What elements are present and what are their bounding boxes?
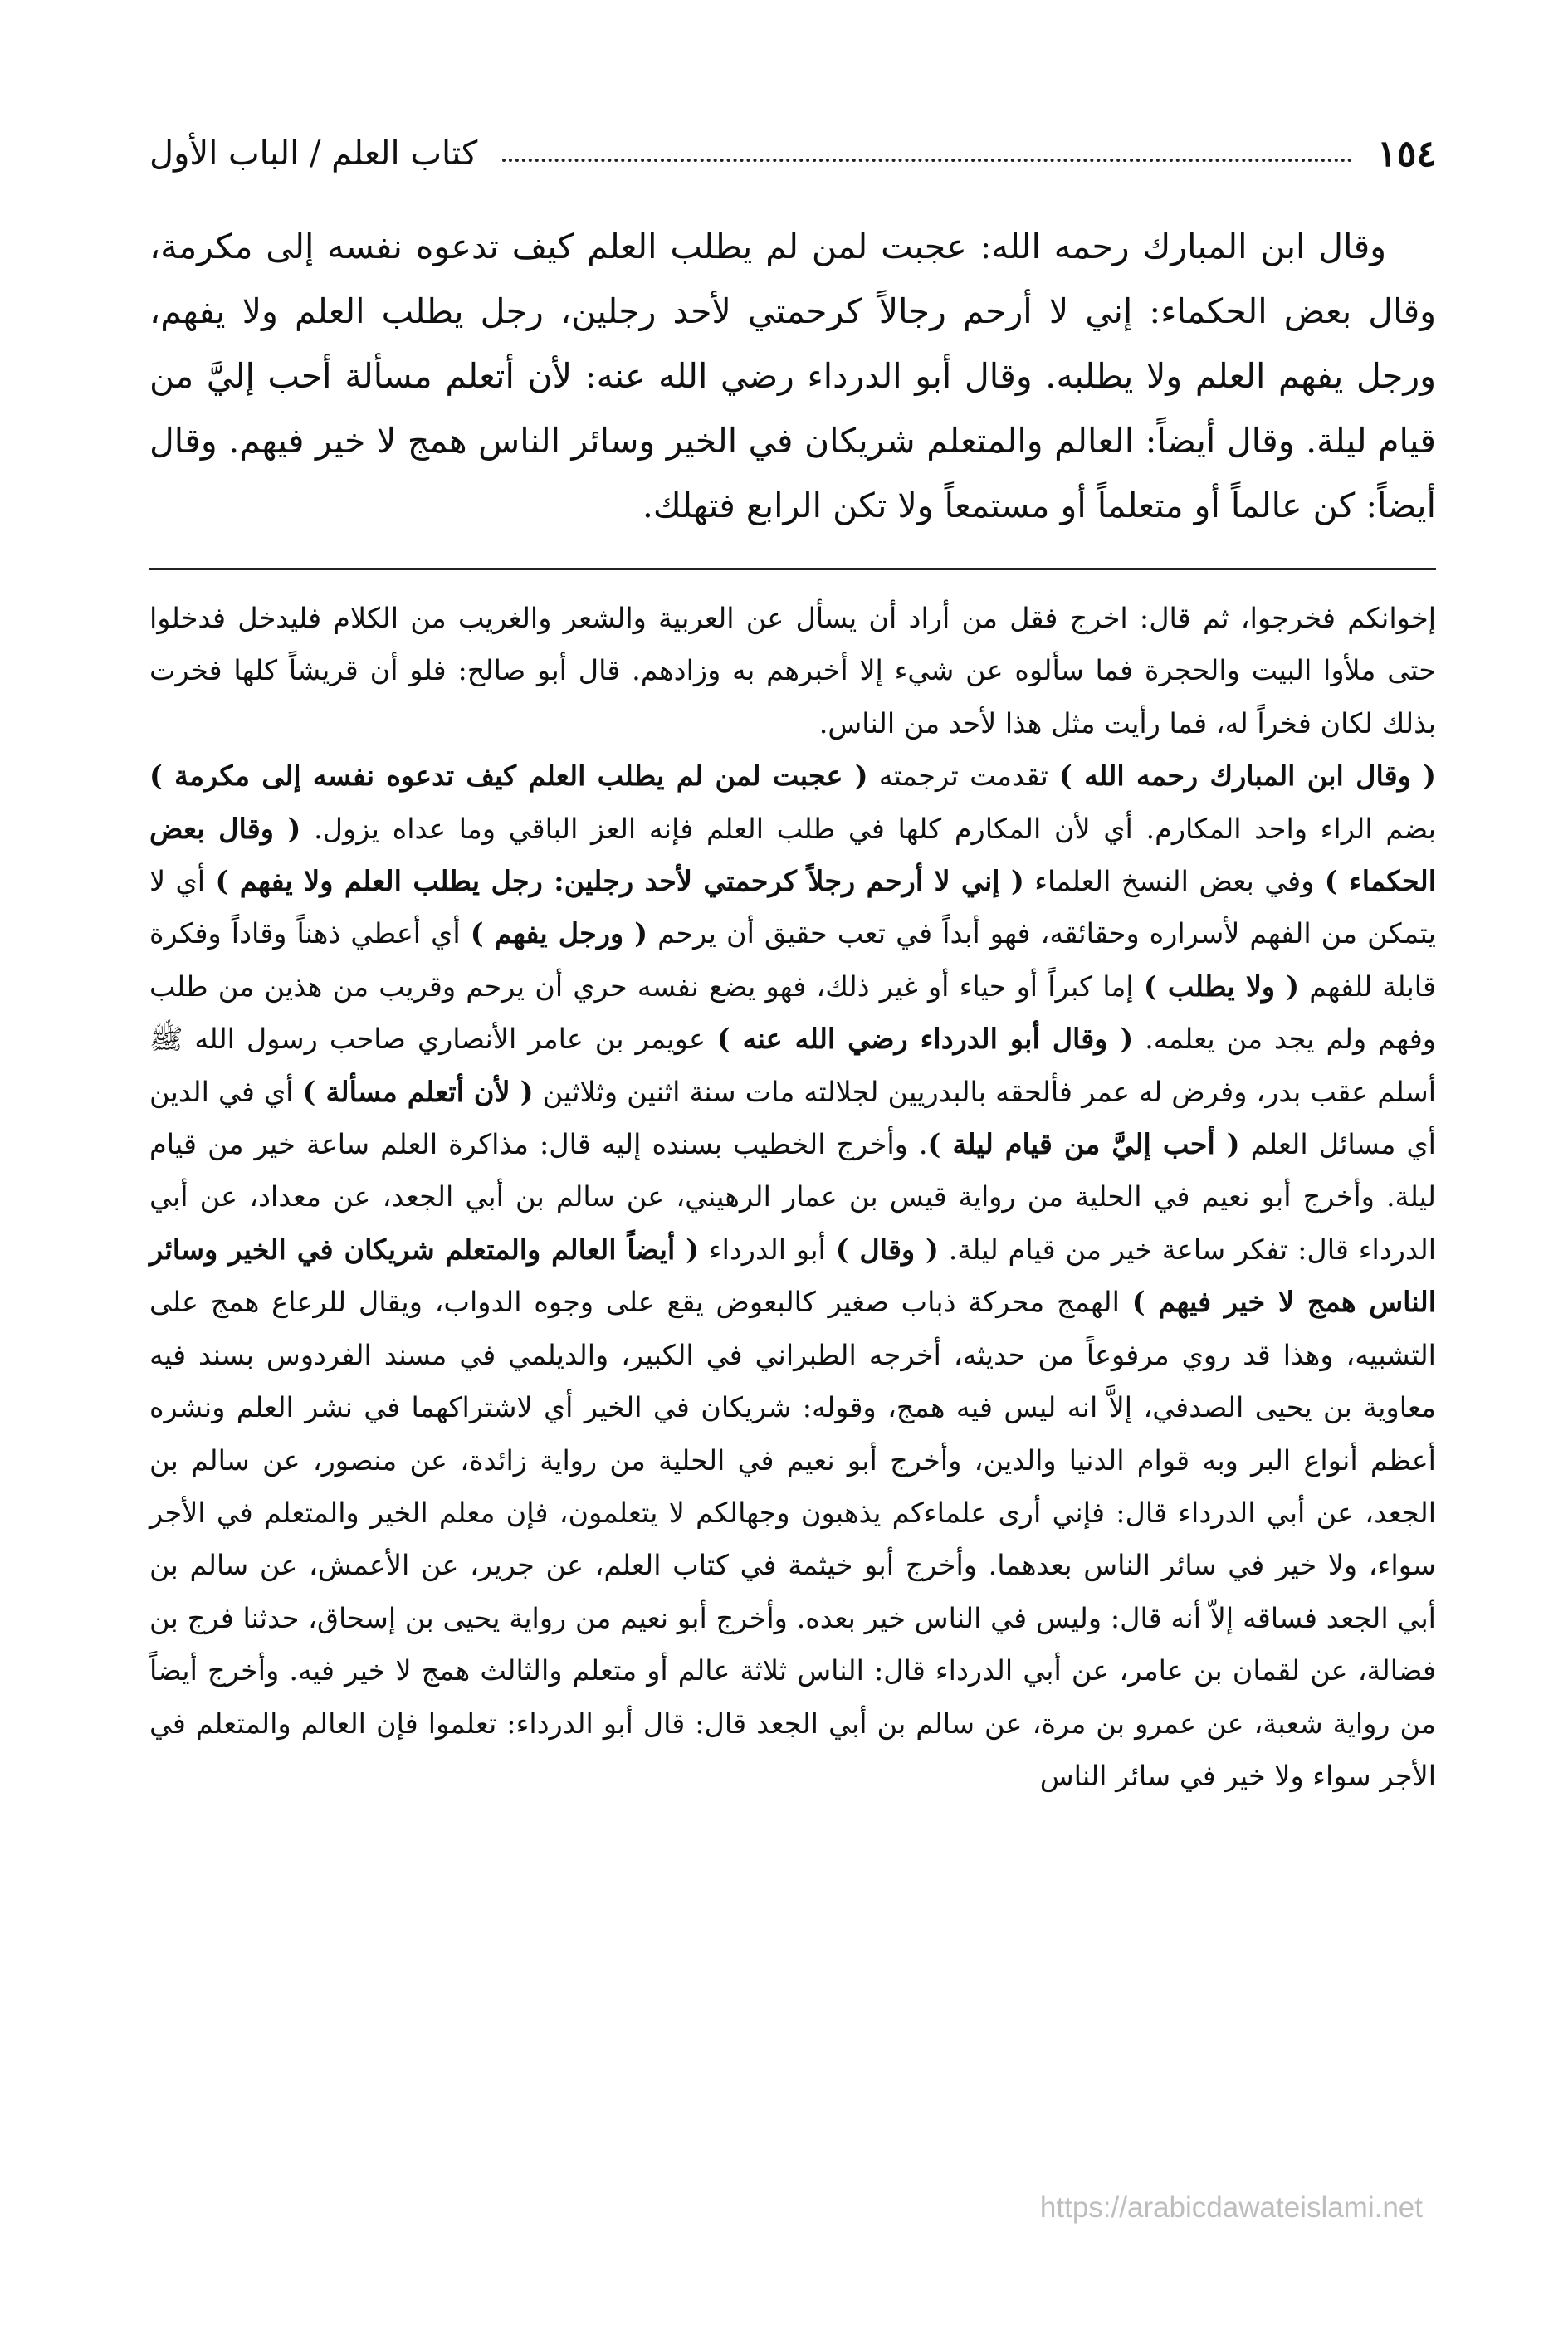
quoted-matn: ( وقال ابن المبارك رحمه الله ) xyxy=(1059,759,1436,793)
commentary-text: أي أعطي ذهناً وقاداً وفكرة قابلة للفهم xyxy=(149,917,1437,1003)
main-paragraph: وقال ابن المبارك رحمه الله: عجبت لمن لم يطلب العلم كيف تدعوه نفسه إلى مكرمة، وقال بعض الحكماء: إني لا أرحم رجالاً كرحمتي لأحد رجلين، رجل يطلب العلم ولا يفهم، ورجل يفهم العلم ولا يطلبه. وقال أبو الدرداء رضي الله عنه: لأن أتعلم مسألة أحب إليَّ من قيام ليلة. وقال أيضاً: العالم والمتعلم شريكان في الخير وسائر الناس همج لا خير فيهم. وقال أيضاً: كن عالماً أو متعلماً أو مستمعاً ولا تكن الرابع فتهلك. xyxy=(149,227,1436,525)
header-dotted-leader xyxy=(502,159,1352,162)
commentary-text: . وأخرج الخطيب بسنده إليه قال: مذاكرة العلم ساعة خير من قيام ليلة. وأخرج أبو نعيم في الحلية من رواية قيس بن عمار الرهيني، عن سالم بن أبي الجعد، عن معداد، عن أبي الدرداء قال: تفكر ساعة خير من قيام ليلة. xyxy=(149,1128,1437,1266)
quoted-matn: ( لأن أتعلم مسألة ) xyxy=(302,1075,534,1108)
quoted-matn: ( ولا يطلب ) xyxy=(1143,969,1300,1003)
page-header xyxy=(149,125,1436,183)
quoted-matn: ( ورجل يفهم ) xyxy=(470,917,648,950)
source-watermark: https://arabicdawateislami.net xyxy=(1039,2191,1423,2224)
commentary-text: وفي بعض النسخ العلماء xyxy=(1023,865,1325,898)
main-text-block xyxy=(149,214,1436,538)
quoted-matn: ( وقال بعض الحكماء ) xyxy=(149,812,1437,898)
quoted-matn: ( عجبت لمن لم يطلب العلم كيف تدعوه نفسه إلى مكرمة ) xyxy=(149,759,868,793)
commentary-paragraph-2 xyxy=(149,750,1436,1802)
commentary-text: أبو الدرداء xyxy=(698,1233,836,1266)
quoted-matn: ( أيضاً العالم والمتعلم شريكان في الخير وسائر الناس همج لا خير فيهم ) xyxy=(149,1233,1437,1319)
commentary-text: أي لا يتمكن من الفهم لأسراره وحقائقه، فهو أبداً في تعب حقيق أن يرحم xyxy=(149,865,1436,950)
commentary-block xyxy=(149,592,1436,1802)
footnote-separator xyxy=(149,568,1436,570)
commentary-text: بضم الراء واحد المكارم. أي لأن المكارم كلها في طلب العلم فإنه العز الباقي وما عداه يزول. xyxy=(300,812,1436,845)
quoted-matn: ( إني لا أرحم رجلاً كرحمتي لأحد رجلين: رجل يطلب العلم ولا يفهم ) xyxy=(215,865,1024,898)
book-page xyxy=(149,125,1436,1802)
quoted-matn: ( أحب إليَّ من قيام ليلة ) xyxy=(927,1128,1240,1161)
commentary-text: تقدمت ترجمته xyxy=(867,759,1060,793)
commentary-text: عويمر بن عامر الأنصاري صاحب رسول الله ﷺ أسلم عقب بدر، وفرض له عمر فألحقه بالبدريين لجلالته مات سنة اثنين وثلاثين xyxy=(149,1023,1436,1108)
commentary-text: إما كبراً أو حياء أو غير ذلك، فهو يضع نفسه حري أن يرحم وقريب من هذين من طلب وفهم ولم يجد من يعلمه. xyxy=(149,969,1436,1056)
running-title: كتاب العلم / الباب الأول xyxy=(149,134,478,173)
commentary-text: الهمج محركة ذباب صغير كالبعوض يقع على وجوه الدواب، ويقال للرعاع همج على التشبيه، وهذا قد روي مرفوعاً من حديثه، أخرجه الطبراني في الكبير، والديلمي في مسند الفردوس بسند فيه معاوية بن يحيى الصدفي، إلاَّ انه ليس فيه همج، وقوله: شريكان في الخير أي لاشتراكهما في نشر العلم ونشره أعظم أنواع البر وبه قوام الدنيا والدين، وأخرج أبو نعيم في الحلية من رواية زائدة، عن منصور، عن سالم بن الجعد، عن أبي الدرداء قال: فإني أرى علماءكم يذهبون وجهالكم لا يتعلمون، فإن معلم الخير والمتعلم في الأجر سواء، ولا خير في سائر الناس بعدهما. وأخرج أبو خيثمة في كتاب العلم، عن جرير، عن الأعمش، عن سالم بن أبي الجعد فساقه إلاّ أنه قال: وليس في الناس خير بعده. وأخرج أبو نعيم من رواية يحيى بن إسحاق، حدثنا فرج بن فضالة، عن لقمان بن عامر، عن أبي الدرداء قال: الناس ثلاثة عالم أو متعلم والثالث همج لا خير فيه. وأخرج أيضاً من رواية شعبة، عن عمرو بن مرة، عن سالم بن أبي الجعد قال: قال أبو الدرداء: تعلموا فإن العالم والمتعلم في الأجر سواء ولا خير في سائر الناس xyxy=(149,1286,1437,1792)
page-number: ١٥٤ xyxy=(1377,132,1436,175)
quoted-matn: ( وقال ) xyxy=(835,1233,939,1266)
commentary-paragraph-1: إخوانكم فخرجوا، ثم قال: اخرج فقل من أراد أن يسأل عن العربية والشعر والغريب من الكلام فليدخل فدخلوا حتى ملأوا البيت والحجرة فما سألوه عن شيء إلا أخبرهم به وزادهم. قال أبو صالح: فلو أن قريشاً كلها فخرت بذلك لكان فخراً له، فما رأيت مثل هذا لأحد من الناس. xyxy=(149,602,1436,740)
commentary-text: أي في الدين أي مسائل العلم xyxy=(149,1075,1436,1161)
quoted-matn: ( وقال أبو الدرداء رضي الله عنه ) xyxy=(716,1023,1134,1056)
